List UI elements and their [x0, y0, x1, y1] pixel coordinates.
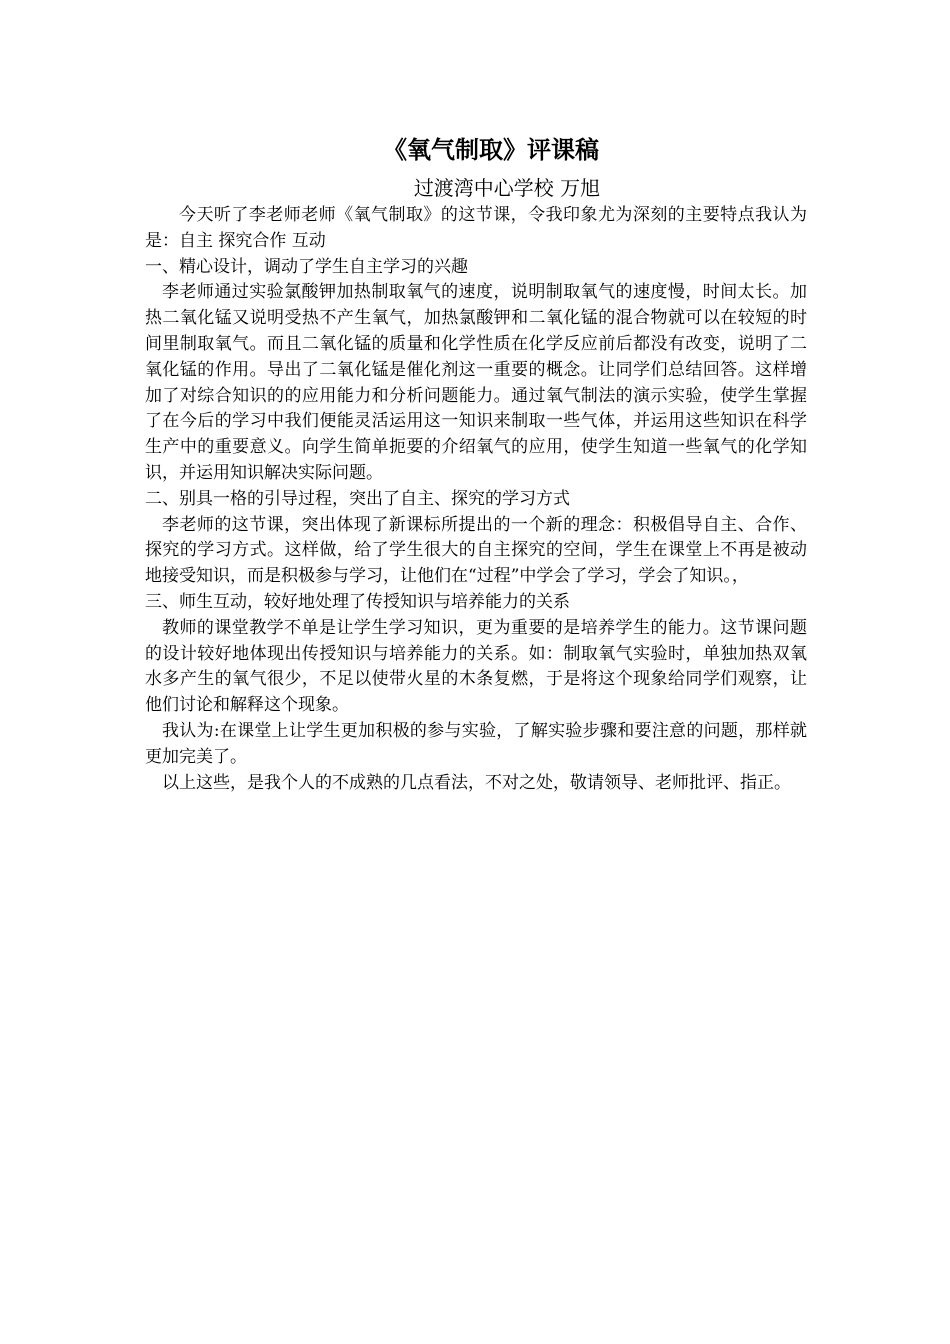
section2-paragraph: 李老师的这节课，突出体现了新课标所提出的一个新的理念：积极倡导自主、合作、探究的学习方式。这样做，给了学生很大的自主探究的空间，学生在课堂上不再是被动地接受知识，而是积极参与学习，让他们在“过程”中学会了学习，学会了知识。， — [145, 514, 807, 587]
section3-heading: 三、师生互动，较好地处理了传授知识与培养能力的关系 — [145, 591, 570, 612]
intro-paragraph: 今天听了李老师老师《氧气制取》的这节课，令我印象尤为深刻的主要特点我认为是：自主 探究合作 互动 — [145, 205, 807, 251]
section1-heading: 一、精心设计，调动了学生自主学习的兴趣 — [145, 256, 468, 277]
author-line: 过渡湾中心学校 万旭 — [413, 176, 601, 200]
section3-paragraph: 教师的课堂教学不单是让学生学习知识，更为重要的是培养学生的能力。这节课问题的设计较好地体现出传授知识与培养能力的关系。如：制取氧气实验时，单独加热双氧水多产生的氧气很少，不足以使带火星的木条复燃，于是将这个现象给同学们观察，让他们讨论和解释这个现象。 — [145, 617, 807, 716]
section2-heading: 二、别具一格的引导过程，突出了自主、探究的学习方式 — [145, 488, 570, 509]
document-title: 《氧气制取》评课稿 — [383, 135, 599, 164]
section1-paragraph: 李老师通过实验氯酸钾加热制取氧气的速度，说明制取氧气的速度慢，时间太长。加热二氧化锰又说明受热不产生氧气，加热氯酸钾和二氧化锰的混合物就可以在较短的时间里制取氧气。而且二氧化锰的质量和化学性质在化学反应前后都没有改变，说明了二氧化锰的作用。导出了二氧化锰是催化剂这一重要的概念。让同学们总结回答。这样增加了对综合知识的的应用能力和分析问题能力。通过氧气制法的演示实验，使学生掌握了在今后的学习中我们便能灵活运用这一知识来制取一些气体，并运用这些知识在科学生产中的重要意义。向学生简单扼要的介绍氧气的应用，使学生知道一些氧气的化学知识，并运用知识解决实际问题。 — [145, 282, 807, 483]
suggestion-paragraph: 我认为:在课堂上让学生更加积极的参与实验，了解实验步骤和要注意的问题，那样就更加完美了。 — [145, 720, 807, 767]
closing-paragraph: 以上这些，是我个人的不成熟的几点看法，不对之处，敬请领导、老师批评、指正。 — [162, 772, 791, 793]
document-page — [145, 133, 807, 796]
